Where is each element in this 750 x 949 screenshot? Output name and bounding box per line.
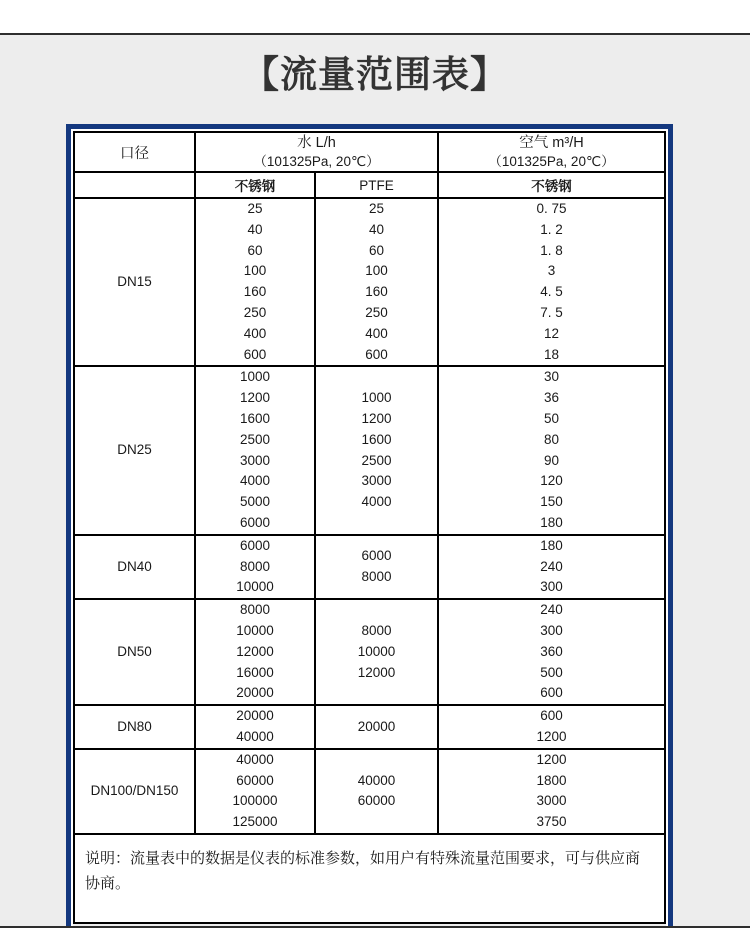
cell-value: 60 — [368, 242, 385, 258]
cell-value: 20000 — [236, 685, 274, 701]
cell-value: DN100/DN150 — [90, 782, 179, 798]
cell-value: 180 — [540, 514, 563, 530]
cell-value: 36 — [543, 390, 560, 406]
cell-value: 2500 — [239, 431, 271, 447]
cell-value: 7. 5 — [540, 304, 563, 320]
cell-value: 10000 — [357, 643, 396, 659]
cell-value: 6000 — [361, 548, 392, 564]
table-section-DN15 — [75, 197, 664, 365]
header-air-condition: （101325Pa, 20℃） — [488, 153, 615, 169]
water-ptfe-cell — [316, 706, 439, 748]
cell-value: 40000 — [236, 751, 274, 767]
cell-value: 250 — [365, 304, 388, 320]
table-section-DN25 — [75, 365, 664, 533]
cell-value: 1200 — [536, 751, 567, 767]
header-empty-cell — [75, 173, 196, 197]
cell-value: 2500 — [361, 452, 392, 468]
cell-value: 300 — [540, 622, 563, 638]
header-water-title: 水 L/h — [297, 134, 336, 151]
cell-value: 12000 — [357, 664, 396, 680]
cell-value: DN15 — [117, 273, 152, 289]
diameter-cell — [75, 600, 196, 704]
air-stainless-cell — [439, 199, 664, 365]
flow-range-table — [73, 131, 666, 924]
air-stainless-cell — [439, 536, 664, 598]
cell-value: DN80 — [117, 718, 152, 734]
diameter-cell — [75, 199, 196, 365]
cell-value: 0. 75 — [536, 201, 567, 216]
cell-value: 1200 — [536, 728, 567, 744]
cell-value: 3000 — [361, 473, 392, 489]
cell-value: 8000 — [361, 568, 392, 584]
cell-value: 12 — [543, 325, 560, 341]
cell-value: 18 — [543, 346, 560, 362]
water-ptfe-cell — [316, 536, 439, 598]
table-section-DN40 — [75, 534, 664, 598]
flow-range-table-panel — [66, 124, 673, 937]
cell-value: DN40 — [117, 558, 152, 574]
cell-value: 6000 — [239, 514, 271, 530]
air-stainless-cell — [439, 706, 664, 748]
water-ptfe-cell — [316, 199, 439, 365]
cell-value: 360 — [540, 643, 563, 659]
cell-value: 1200 — [239, 390, 271, 406]
table-section-DN80 — [75, 704, 664, 748]
cell-value: 3 — [547, 263, 556, 279]
water-ptfe-cell — [316, 750, 439, 833]
cell-value: 40 — [247, 221, 263, 237]
subheader-water-stainless: 不锈钢 — [196, 173, 316, 197]
cell-value: 10000 — [236, 622, 274, 638]
cell-value: 100000 — [232, 793, 278, 809]
diameter-cell — [75, 750, 196, 833]
cell-value: 1200 — [361, 410, 392, 426]
cell-value: 600 — [243, 346, 267, 362]
table-section-DN50 — [75, 598, 664, 704]
water-ptfe-cell — [316, 600, 439, 704]
cell-value: 600 — [540, 708, 563, 724]
cell-value: 3000 — [536, 793, 567, 809]
cell-value: 5000 — [239, 494, 271, 510]
cell-value: 250 — [243, 304, 267, 320]
cell-value: 600 — [540, 685, 563, 701]
header-water — [196, 133, 439, 173]
content-area — [0, 35, 750, 926]
table-header — [75, 133, 664, 197]
cell-value: 300 — [540, 579, 563, 595]
cell-value: 4000 — [239, 473, 271, 489]
cell-value: 60000 — [236, 772, 274, 788]
header-air — [439, 133, 664, 173]
water-stainless-cell — [196, 706, 316, 748]
cell-value: 400 — [243, 325, 267, 341]
cell-value: 100 — [243, 263, 267, 279]
cell-value: 120 — [540, 473, 563, 489]
cell-value: DN25 — [117, 442, 152, 458]
cell-value: 160 — [365, 284, 388, 300]
diameter-cell — [75, 536, 196, 598]
diameter-cell — [75, 367, 196, 533]
table-section-DN100-DN150 — [75, 748, 664, 833]
water-stainless-cell — [196, 600, 316, 704]
cell-value: 90 — [543, 452, 560, 468]
cell-value: 8000 — [361, 622, 392, 638]
cell-value: 6000 — [239, 537, 271, 553]
header-diameter: 口径 — [75, 133, 196, 173]
cell-value: 40000 — [357, 772, 396, 788]
subheader-water-ptfe: PTFE — [316, 173, 439, 197]
cell-value: 8000 — [239, 602, 271, 618]
water-stainless-cell — [196, 536, 316, 598]
cell-value: 240 — [540, 602, 563, 618]
cell-value: 50 — [543, 410, 560, 426]
cell-value: 3000 — [239, 452, 271, 468]
cell-value: 30 — [543, 369, 560, 385]
cell-value: 25 — [247, 201, 263, 216]
cell-value: 4000 — [361, 494, 392, 510]
page-title: 【流量范围表】 — [242, 54, 508, 95]
cell-value: 240 — [540, 558, 563, 574]
cell-value: 1. 8 — [540, 242, 563, 258]
bottom-white-band — [0, 928, 750, 949]
cell-value: 25 — [368, 201, 385, 216]
cell-value: DN50 — [117, 643, 152, 659]
water-ptfe-cell — [316, 367, 439, 533]
water-stainless-cell — [196, 199, 316, 365]
cell-value: 1000 — [239, 369, 271, 385]
cell-value: 1800 — [536, 772, 567, 788]
table-sections — [75, 197, 664, 833]
cell-value: 80 — [543, 431, 560, 447]
diameter-cell — [75, 706, 196, 748]
air-stainless-cell — [439, 600, 664, 704]
cell-value: 1000 — [361, 390, 392, 406]
header-water-condition: （101325Pa, 20℃） — [253, 153, 380, 169]
cell-value: 100 — [365, 263, 388, 279]
cell-value: 400 — [365, 325, 388, 341]
cell-value: 600 — [365, 346, 388, 362]
air-stainless-cell — [439, 750, 664, 833]
cell-value: 16000 — [236, 664, 274, 680]
cell-value: 500 — [540, 664, 563, 680]
header-air-title: 空气 m³/H — [519, 134, 584, 151]
cell-value: 1600 — [239, 410, 271, 426]
table-note: 说明：流量表中的数据是仪表的标准参数，如用户有特殊流量范围要求，可与供应商协商。 — [75, 833, 664, 922]
cell-value: 20000 — [236, 708, 274, 724]
cell-value: 60 — [247, 242, 263, 258]
cell-value: 60000 — [357, 793, 396, 809]
cell-value: 12000 — [236, 643, 274, 659]
cell-value: 1. 2 — [540, 221, 563, 237]
cell-value: 4. 5 — [540, 284, 563, 300]
cell-value: 3750 — [536, 814, 567, 830]
water-stainless-cell — [196, 750, 316, 833]
cell-value: 150 — [540, 494, 563, 510]
cell-value: 40 — [368, 221, 385, 237]
cell-value: 1600 — [361, 431, 392, 447]
cell-value: 8000 — [239, 558, 271, 574]
water-stainless-cell — [196, 367, 316, 533]
cell-value: 20000 — [357, 718, 396, 734]
cell-value: 40000 — [236, 728, 274, 744]
top-white-band — [0, 0, 750, 33]
cell-value: 10000 — [236, 579, 274, 595]
cell-value: 180 — [540, 537, 563, 553]
subheader-air-stainless: 不锈钢 — [531, 179, 572, 194]
cell-value: 125000 — [232, 814, 278, 830]
air-stainless-cell — [439, 367, 664, 533]
cell-value: 160 — [243, 284, 267, 300]
